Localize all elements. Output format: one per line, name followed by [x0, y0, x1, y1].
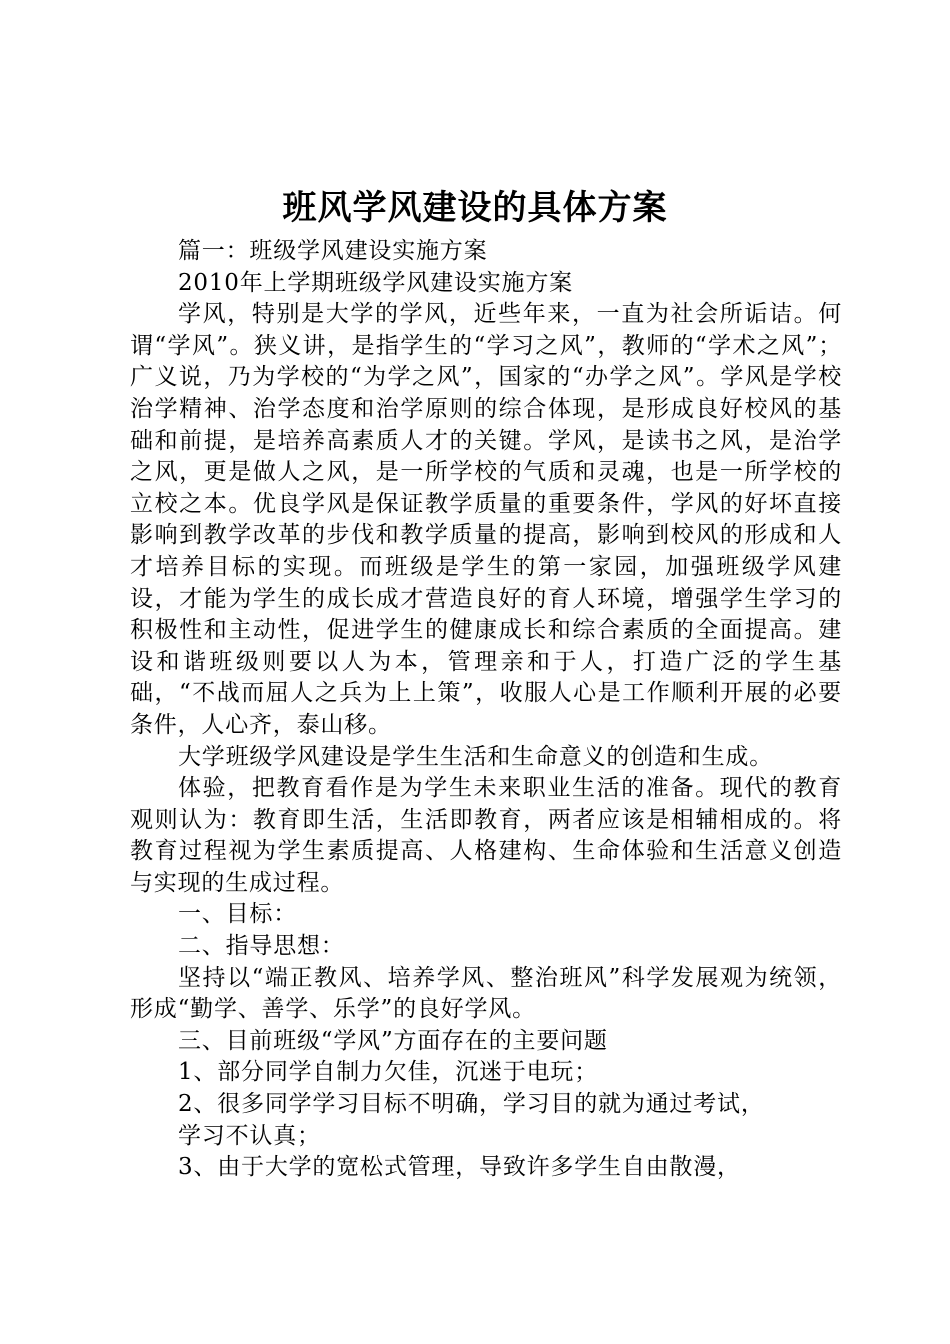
list-item: 1、部分同学自制力欠佳，沉迷于电玩； [178, 1059, 599, 1086]
document-body [130, 236, 842, 1184]
section-heading: 二、指导思想： [178, 933, 345, 960]
paragraph: 坚持以“端正教风、培养学风、整治班风”科学发展观为统领，形成“勤学、善学、乐学”的良好学风。 [130, 964, 842, 1023]
paragraph: 学风，特别是大学的学风，近些年来，一直为社会所诟诘。何谓“学风”。狭义讲，是指学生的“学习之风”，教师的“学术之风”；广义说，乃为学校的“为学之风”，国家的“办学之风”。学风是学校治学精神、治学态度和治学原则的综合体现，是形成良好校风的基础和前提，是培养高素质人才的关键。学风，是读书之风，是治学之风，更是做人之风，是一所学校的气质和灵魂，也是一所学校的立校之本。优良学风是保证教学质量的重要条件，学风的好坏直接影响到教学改革的步伐和教学质量的提高，影响到校风的形成和人才培养目标的实现。而班级是学生的第一家园，加强班级学风建设，才能为学生的成长成才营造良好的育人环境，增强学生学习的积极性和主动性，促进学生的健康成长和综合素质的全面提高。建设和谐班级则要以人为本，管理亲和于人，打造广泛的学生基础，“不战而屈人之兵为上上策”，收服人心是工作顺利开展的必要条件，人心齐，泰山移。 [130, 301, 842, 738]
list-item: 2、很多同学学习目标不明确，学习目的就为通过考试， [178, 1091, 765, 1118]
list-item-continuation: 学习不认真； [178, 1122, 321, 1149]
list-item: 3、由于大学的宽松式管理，导致许多学生自由散漫， [178, 1154, 741, 1181]
section-heading: 篇一：班级学风建设实施方案 [178, 238, 488, 264]
paragraph: 体验，把教育看作是为学生未来职业生活的准备。现代的教育观则认为：教育即生活，生活即教育，两者应该是相辅相成的。将教育过程视为学生素质提高、人格建构、生命体验和生活意义创造与实现的生成过程。 [130, 775, 842, 896]
document-title: 班风学风建设的具体方案 [282, 188, 668, 228]
plan-subtitle: 2010年上学期班级学风建设实施方案 [178, 269, 573, 296]
paragraph: 大学班级学风建设是学生生活和生命意义的创造和生成。 [178, 743, 773, 770]
section-heading: 三、目前班级“学风”方面存在的主要问题 [178, 1027, 608, 1054]
section-heading: 一、目标： [178, 901, 297, 928]
